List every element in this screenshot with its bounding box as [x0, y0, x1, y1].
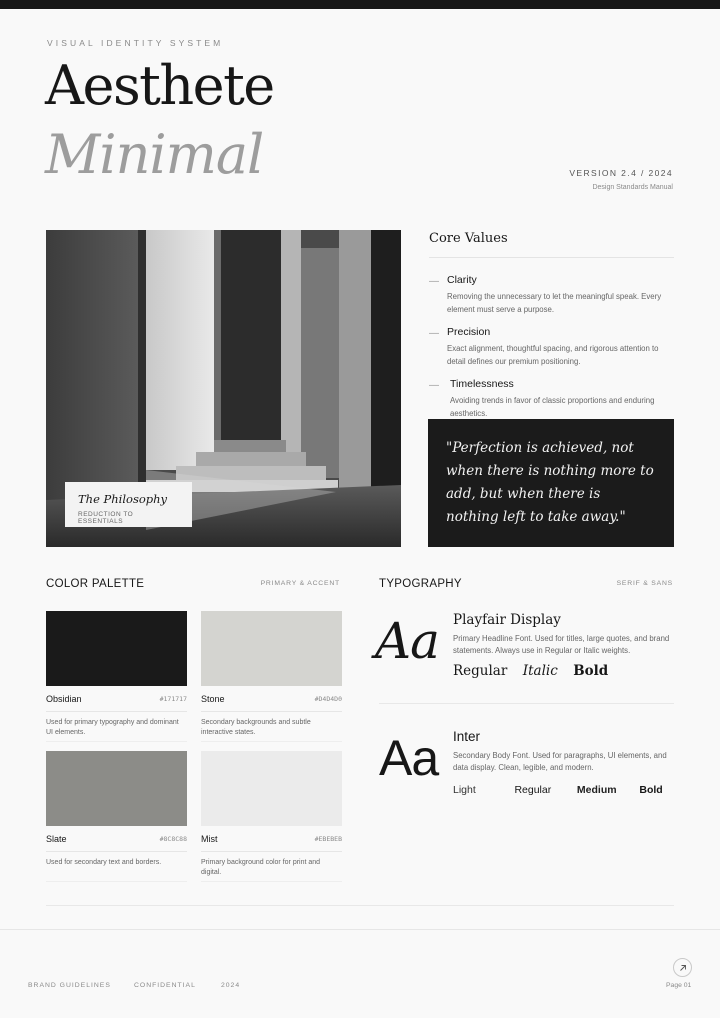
- footer-confidential: CONFIDENTIAL: [134, 982, 196, 989]
- version-subtitle: Design Standards Manual: [592, 184, 673, 191]
- value-name: Timelessness: [450, 378, 514, 390]
- weight-list: [453, 780, 675, 798]
- value-description: Exact alignment, thoughtful spacing, and rigorous attention to detail defines our premium positioning.: [447, 344, 659, 366]
- divider: [46, 851, 187, 852]
- font-name: Playfair Display: [453, 612, 561, 628]
- font-specimen-serif: [375, 612, 675, 692]
- swatch-name: Mist: [201, 834, 218, 844]
- value-name: Precision: [447, 326, 491, 338]
- palette-heading: COLOR PALETTE: [46, 578, 145, 590]
- divider: [46, 881, 187, 882]
- divider: [379, 703, 674, 704]
- swatch-hex: #171717: [159, 695, 187, 703]
- swatch-slate: [46, 751, 187, 866]
- swatch-hex: #EBEBEB: [314, 835, 342, 843]
- weight-list: [453, 662, 619, 680]
- swatch-description: Used for secondary text and borders.: [46, 859, 162, 866]
- quote-box: [428, 419, 674, 547]
- swatch-color: [46, 611, 187, 686]
- swatch-description: Used for primary typography and dominant UI elements.: [46, 719, 179, 736]
- quote-text: "Perfection is achieved, not when there is nothing more to add, but when there is nothing left to take away.": [446, 440, 654, 525]
- core-values-title: Core Values: [429, 231, 508, 246]
- swatch-stone: [201, 611, 342, 736]
- swatch-mist: [201, 751, 342, 876]
- weight-bold: Bold: [573, 663, 609, 679]
- page-number: Page 01: [666, 982, 692, 989]
- font-specimen-sans: [379, 729, 675, 799]
- footer-brand-guidelines: BRAND GUIDELINES: [28, 982, 111, 989]
- weight-regular: Regular: [514, 784, 552, 796]
- weight-light: Light: [453, 784, 476, 796]
- philosophy-caption: [65, 482, 192, 527]
- swatch-description: Secondary backgrounds and subtle interactive states.: [201, 719, 311, 736]
- dash-icon: —: [429, 328, 439, 339]
- caption-title: The Philosophy: [78, 492, 168, 506]
- weight-italic: Italic: [522, 663, 558, 679]
- font-description: Primary Headline Font. Used for titles, large quotes, and brand statements. Always use in Regular or Italic weights.: [453, 634, 670, 655]
- divider: [201, 851, 342, 852]
- footer-year: 2024: [221, 982, 241, 989]
- page-title: Aesthete: [45, 54, 274, 117]
- divider: [46, 905, 674, 906]
- swatch-description: Primary background color for print and digital.: [201, 859, 321, 876]
- value-name: Clarity: [447, 274, 477, 286]
- divider: [201, 881, 342, 882]
- sans-sample: Aa: [379, 730, 439, 786]
- divider: [201, 741, 342, 742]
- next-page-button[interactable]: [673, 958, 692, 977]
- font-name: Inter: [453, 729, 481, 744]
- swatch-obsidian: [46, 611, 187, 736]
- palette-tag: PRIMARY & ACCENT: [260, 580, 340, 587]
- dash-icon: —: [429, 380, 439, 391]
- swatch-name: Obsidian: [46, 694, 82, 704]
- swatch-color: [201, 751, 342, 826]
- weight-medium: Medium: [576, 784, 617, 796]
- arrow-up-right-icon: [679, 964, 687, 972]
- typography-tag: SERIF & SANS: [616, 580, 673, 587]
- caption-subtitle: REDUCTION TO ESSENTIALS: [78, 511, 134, 525]
- swatch-name: Slate: [46, 834, 67, 844]
- swatch-hex: #D4D4D0: [314, 695, 342, 703]
- weight-regular: Regular: [453, 663, 508, 679]
- typography-heading: TYPOGRAPHY: [379, 578, 462, 590]
- swatch-name: Stone: [201, 694, 225, 704]
- divider: [201, 711, 342, 712]
- divider: [46, 711, 187, 712]
- divider: [46, 741, 187, 742]
- font-description: Secondary Body Font. Used for paragraphs, UI elements, and data display. Clean, legible, and modern.: [453, 751, 667, 772]
- dash-icon: —: [429, 276, 439, 287]
- eyebrow-label: VISUAL IDENTITY SYSTEM: [47, 38, 224, 48]
- version-label: VERSION 2.4 / 2024: [569, 168, 673, 178]
- footer-divider: [0, 929, 720, 930]
- swatch-color: [46, 751, 187, 826]
- hero-image: [46, 230, 401, 547]
- top-bar: [0, 0, 720, 9]
- serif-sample: Aa: [375, 612, 439, 670]
- page-subtitle: Minimal: [45, 123, 264, 186]
- value-description: Avoiding trends in favor of classic proportions and enduring aesthetics.: [450, 396, 655, 418]
- divider: [429, 257, 674, 258]
- swatch-color: [201, 611, 342, 686]
- value-description: Removing the unnecessary to let the meaningful speak. Every element must serve a purpose.: [447, 292, 662, 314]
- swatch-hex: #8C8C88: [159, 835, 187, 843]
- weight-bold: Bold: [639, 784, 663, 796]
